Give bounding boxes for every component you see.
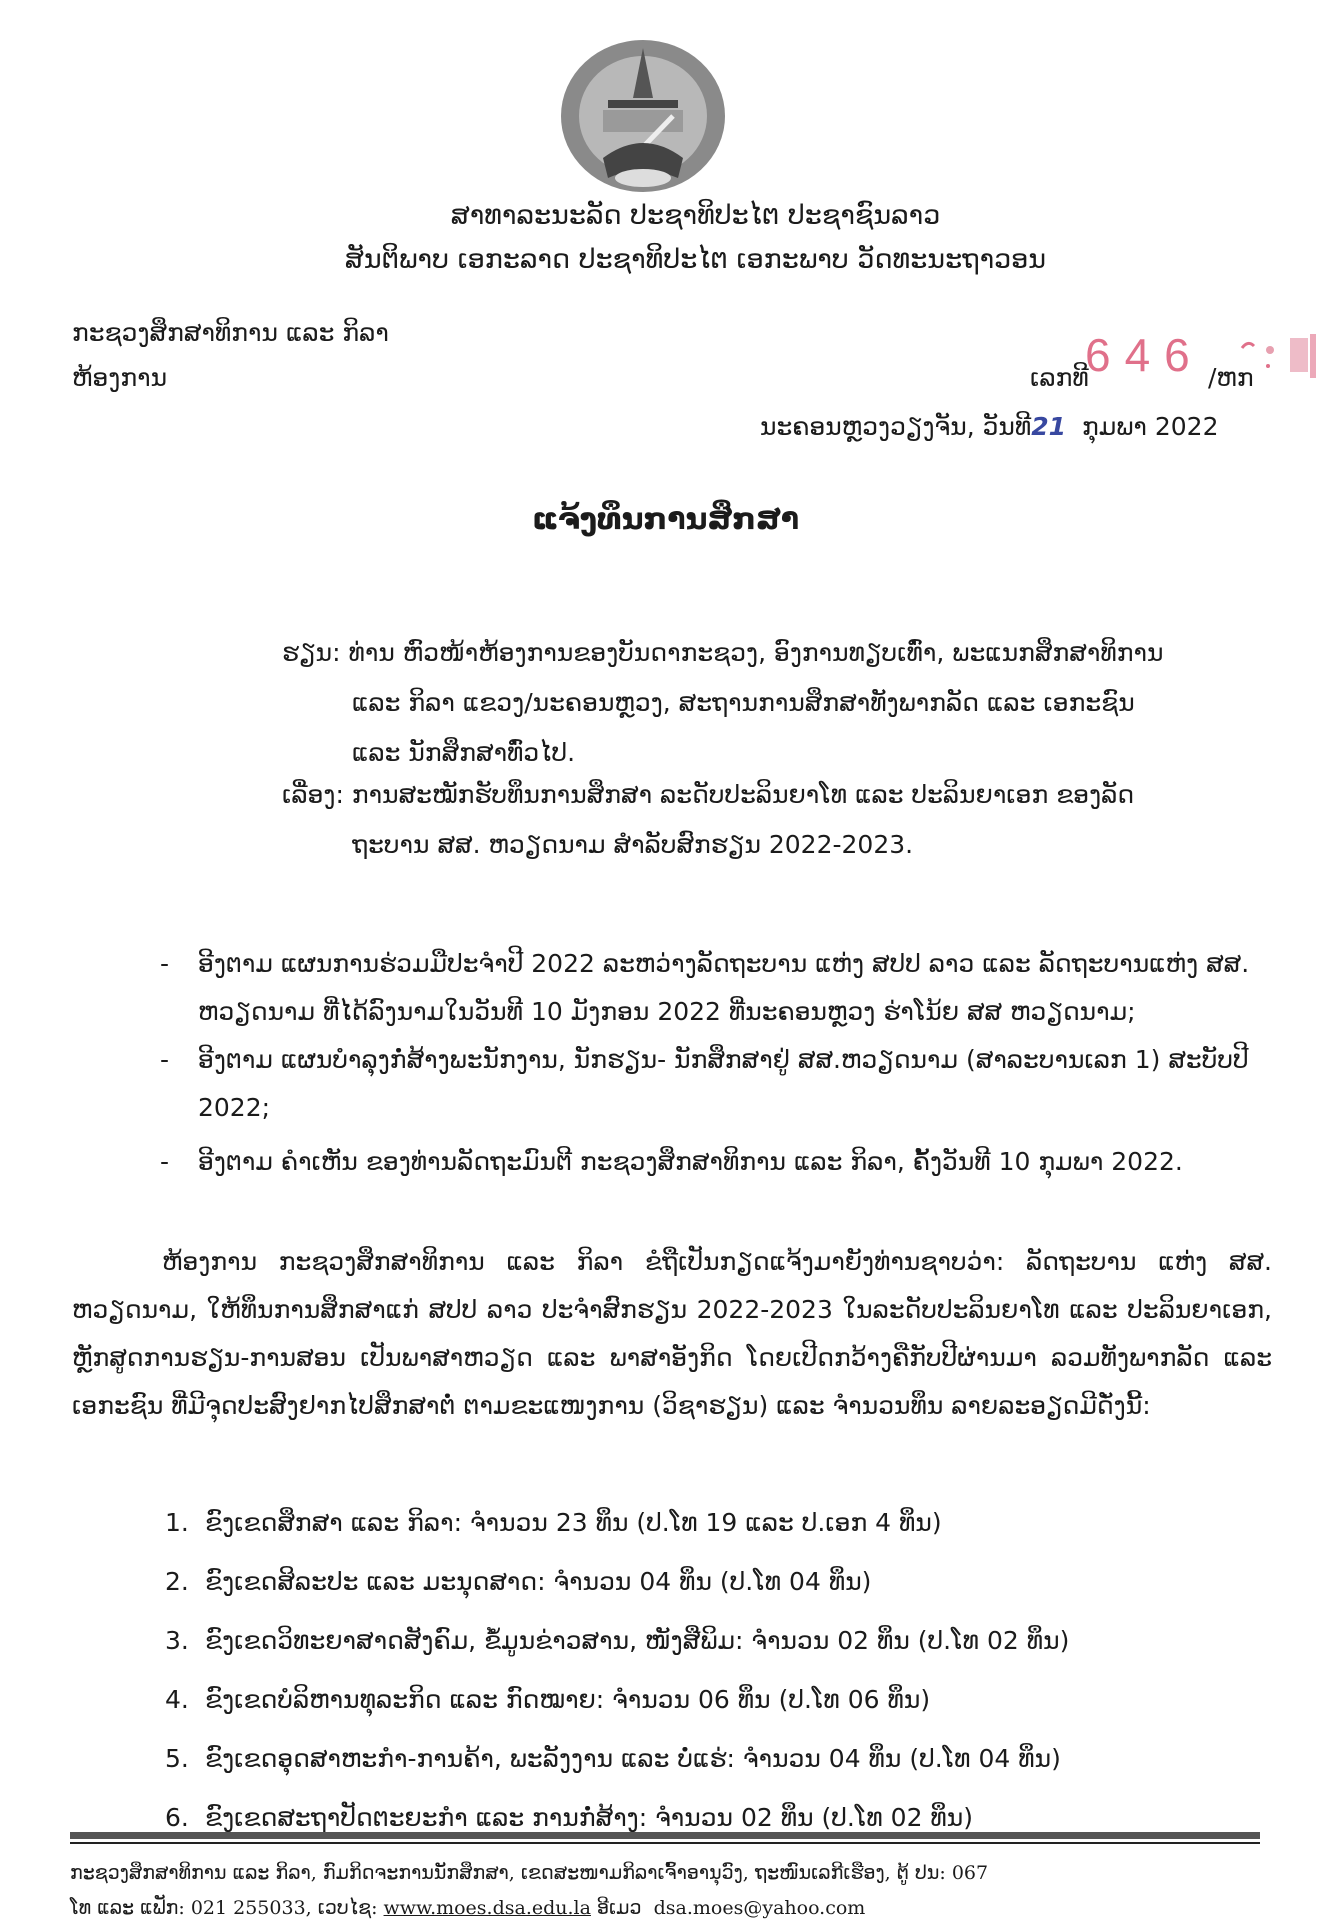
stamp-mark-icon: [1240, 330, 1320, 390]
document-title: ແຈ້ງທຶນການສຶກສາ: [531, 502, 800, 537]
country-name: ສາທາລະນະລັດ ປະຊາທິປະໄຕ ປະຊາຊົນລາວ: [450, 200, 941, 231]
recipient-line-2: ແລະ ກິລາ ແຂວງ/ນະຄອນຫຼວງ, ສະຖານການສຶກສາທັງພາກລັດ ແລະ ເອກະຊົນ: [352, 688, 1135, 717]
date-month-year: ກຸມພາ 2022: [1081, 412, 1219, 441]
sender-ministry: ກະຊວງສຶກສາທິການ ແລະ ກິລາ: [72, 318, 389, 347]
subject-block: [282, 770, 1134, 870]
subject-line-1: ການສະໝັກຮັບທຶນການສຶກສາ ລະດັບປະລິນຍາໂທ ແລະ ປະລິນຍາເອກ ຂອງລັດ: [351, 780, 1135, 809]
footer-divider-thin: [70, 1842, 1260, 1844]
references-list: [160, 940, 1310, 1186]
reference-item: - ອີງຕາມ ແຜນບຳລຸງກໍ່ສ້າງພະນັກງານ, ນັກຮຽນ- ນັກສຶກສາຢູ່ ສສ.ຫວຽດນາມ (ສາລະບານເລກ 1) ສະບັບປີ 2022;: [160, 1045, 1249, 1122]
reference-item: - ອີງຕາມ ແຜນການຮ່ວມມືປະຈຳປີ 2022 ລະຫວ່າງລັດຖະບານ ແຫ່ງ ສປປ ລາວ ແລະ ລັດຖະບານແຫ່ງ ສສ. ຫວຽດນາມ ທີ່ໄດ້ລົງນາມໃນວັນທີ 10 ມັງກອນ 2022 ທີ່ນະຄອນຫຼວງ ຮ່າໂນ້ຍ ສສ ຫວຽດນາມ;: [160, 949, 1250, 1026]
list-item: 4. ຂົງເຂດບໍລິຫານທຸລະກິດ ແລະ ກົດໝາຍ: ຈຳນວນ 06 ທຶນ (ປ.ໂທ 06 ທຶນ): [165, 1685, 931, 1714]
body-paragraph: ຫ້ອງການ ກະຊວງສຶກສາທິການ ແລະ ກິລາ ຂໍຖືເປັນກຽດແຈ້ງມາຍັງທ່ານຊາບວ່າ: ລັດຖະບານ ແຫ່ງ ສສ. ຫວຽດນາມ, ໃຫ້ທຶນການສຶກສາແກ່ ສປປ ລາວ ປະຈຳສົກຮຽນ 2022-2023 ໃນລະດັບປະລິນຍາໂທ ແລະ ປະລິນຍາເອກ, ຫຼັກສູດການຮຽນ-ການສອນ ເປັນພາສາຫວຽດ ແລະ ພາສາອັງກິດ ໂດຍເປີດກວ້າງຄືກັບປີຜ່ານມາ ລວມທັງພາກລັດ ແລະ ເອກະຊົນ ທີ່ມີຈຸດປະສົງຢາກໄປສຶກສາຕໍ່ ຕາມຂະແໜງການ (ວິຊາຮຽນ) ແລະ ຈຳນວນທຶນ ລາຍລະອຽດມີດັ່ງນີ້:: [72, 1247, 1272, 1420]
footer-address: ກະຊວງສຶກສາທິການ ແລະ ກິລາ, ກົມກິດຈະການນັກສຶກສາ, ເຂດສະໜາມກິລາເຈົ້າອານຸວົງ, ຖະໜົນເລກີເຮືອງ, ຕູ້ ປນ: 067: [70, 1862, 989, 1884]
lao-national-emblem-icon: [548, 28, 738, 196]
recipient-block: [282, 628, 1163, 778]
website-link[interactable]: www.moes.dsa.edu.la: [383, 1897, 591, 1919]
recipient-line-1: ທ່ານ ຫົວໜ້າຫ້ອງການຂອງບັນດາກະຊວງ, ອົງການທຽບເທົ່າ, ພະແນກສຶກສາທິການ: [348, 638, 1164, 667]
email-address[interactable]: dsa.moes@yahoo.com: [653, 1897, 866, 1919]
document-date: [760, 412, 1218, 441]
subject-line-2: ຖະບານ ສສ. ຫວຽດນາມ ສຳລັບສົກຮຽນ 2022-2023.: [352, 830, 914, 859]
reference-item: - ອີງຕາມ ຄຳເຫັນ ຂອງທ່ານລັດຖະມົນຕີ ກະຊວງສຶກສາທິການ ແລະ ກິລາ, ຄັ້ງວັນທີ 10 ກຸມພາ 2022.: [160, 1147, 1183, 1176]
footer-contact: [70, 1897, 865, 1919]
list-item: 3. ຂົງເຂດວິທະຍາສາດສັງຄົມ, ຂໍ້ມູນຂ່າວສານ, ໜັງສືພິມ: ຈຳນວນ 02 ທຶນ (ປ.ໂທ 02 ທຶນ): [165, 1626, 1070, 1655]
footer-phone: ໂທ ແລະ ແຟັກ: 021 255033, ເວບໄຊ:: [70, 1897, 378, 1919]
list-item: 1. ຂົງເຂດສຶກສາ ແລະ ກິລາ: ຈຳນວນ 23 ທຶນ (ປ.ໂທ 19 ແລະ ປ.ເອກ 4 ທຶນ): [165, 1508, 942, 1537]
reference-number-stamp: 646: [1085, 329, 1204, 381]
date-prefix: ນະຄອນຫຼວງວຽງຈັນ, ວັນທີ: [760, 412, 1032, 441]
subject-label: ເລື່ອງ:: [282, 780, 344, 809]
national-motto: ສັນຕິພາບ ເອກະລາດ ປະຊາທິປະໄຕ ເອກະພາບ ວັດທະນະຖາວອນ: [344, 244, 1047, 275]
reference-number-label: ເລກທີ: [1030, 363, 1089, 392]
list-item: 2. ຂົງເຂດສິລະປະ ແລະ ມະນຸດສາດ: ຈຳນວນ 04 ທຶນ (ປ.ໂທ 04 ທຶນ): [165, 1567, 872, 1596]
footer-divider-thick: [70, 1832, 1260, 1839]
sender-office: ຫ້ອງການ: [72, 363, 168, 392]
reference-number-suffix: /ຫກ: [1208, 363, 1254, 392]
list-item: 6. ຂົງເຂດສະຖາປັດຕະຍະກຳ ແລະ ການກໍ່ສ້າງ: ຈຳນວນ 02 ທຶນ (ປ.ໂທ 02 ທຶນ): [165, 1803, 974, 1832]
recipient-label: ຮຽນ:: [282, 638, 341, 667]
email-label: ອີເມວ: [597, 1897, 642, 1919]
date-day-handwritten: 21: [1031, 412, 1067, 441]
recipient-line-3: ແລະ ນັກສຶກສາທົ່ວໄປ.: [352, 738, 576, 767]
list-item: 5. ຂົງເຂດອຸດສາຫະກຳ-ການຄ້າ, ພະລັງງານ ແລະ ບໍ່ແຮ່: ຈຳນວນ 04 ທຶນ (ປ.ໂທ 04 ທຶນ): [165, 1744, 1061, 1773]
scholarship-items-list: [165, 1493, 1069, 1847]
